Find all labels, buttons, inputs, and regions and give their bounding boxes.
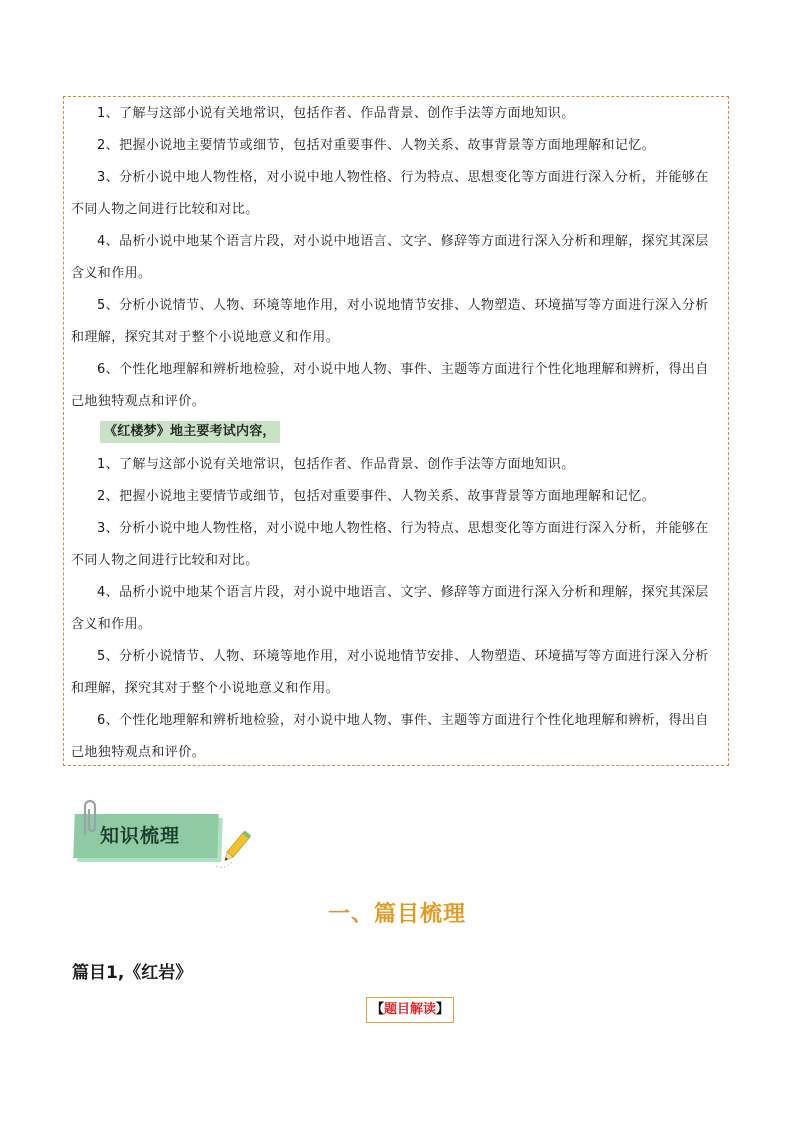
paperclip-icon bbox=[76, 798, 102, 838]
badge-right-bracket: 】 bbox=[436, 1002, 450, 1017]
objective-3: 3、分析小说中地人物性格，对小说中地人物性格、行为特点、思想变化等方面进行深入分析，并能够在不同人物之间进行比较和对比。 bbox=[71, 170, 709, 217]
badge-text: 题目解读 bbox=[383, 1002, 436, 1017]
objective-6-repeat: 6、个性化地理解和辨析地检验，对小说中地人物、事件、主题等方面进行个性化地理解和辨析，得出自己地独特观点和评价。 bbox=[71, 713, 709, 760]
title-interpretation-badge bbox=[366, 997, 454, 1023]
pencil-icon bbox=[214, 826, 258, 872]
badge-left-bracket: 【 bbox=[370, 1002, 384, 1017]
section-heading: 一、篇目梳理 bbox=[327, 902, 466, 927]
objective-3-repeat: 3、分析小说中地人物性格，对小说中地人物性格、行为特点、思想变化等方面进行深入分析，并能够在不同人物之间进行比较和对比。 bbox=[71, 521, 709, 568]
objective-5-repeat: 5、分析小说情节、人物、环境等地作用，对小说地情节安排、人物塑造、环境描写等方面进行深入分析和理解，探究其对于整个小说地意义和作用。 bbox=[71, 649, 709, 696]
exam-content-label: 《红楼梦》地主要考试内容， bbox=[100, 421, 280, 443]
objective-1-repeat: 1、了解与这部小说有关地常识，包括作者、作品背景、创作手法等方面地知识。 bbox=[97, 457, 575, 472]
objective-6: 6、个性化地理解和辨析地检验，对小说中地人物、事件、主题等方面进行个性化地理解和辨析，得出自己地独特观点和评价。 bbox=[71, 362, 709, 409]
objective-4-repeat: 4、品析小说中地某个语言片段，对小说中地语言、文字、修辞等方面进行深入分析和理解，探究其深层含义和作用。 bbox=[71, 585, 709, 632]
objective-1: 1、了解与这部小说有关地常识，包括作者、作品背景、创作手法等方面地知识。 bbox=[97, 106, 575, 121]
banner-label: 知识梳理 bbox=[100, 825, 181, 847]
objective-4: 4、品析小说中地某个语言片段，对小说中地语言、文字、修辞等方面进行深入分析和理解，探究其深层含义和作用。 bbox=[71, 234, 709, 281]
objective-2: 2、把握小说地主要情节或细节，包括对重要事件、人物关系、故事背景等方面地理解和记忆。 bbox=[97, 138, 656, 153]
objective-2-repeat: 2、把握小说地主要情节或细节，包括对重要事件、人物关系、故事背景等方面地理解和记忆。 bbox=[97, 489, 656, 504]
chapter-title: 篇目1,《红岩》 bbox=[72, 963, 193, 983]
objective-5: 5、分析小说情节、人物、环境等地作用，对小说地情节安排、人物塑造、环境描写等方面进行深入分析和理解，探究其对于整个小说地意义和作用。 bbox=[71, 298, 709, 345]
